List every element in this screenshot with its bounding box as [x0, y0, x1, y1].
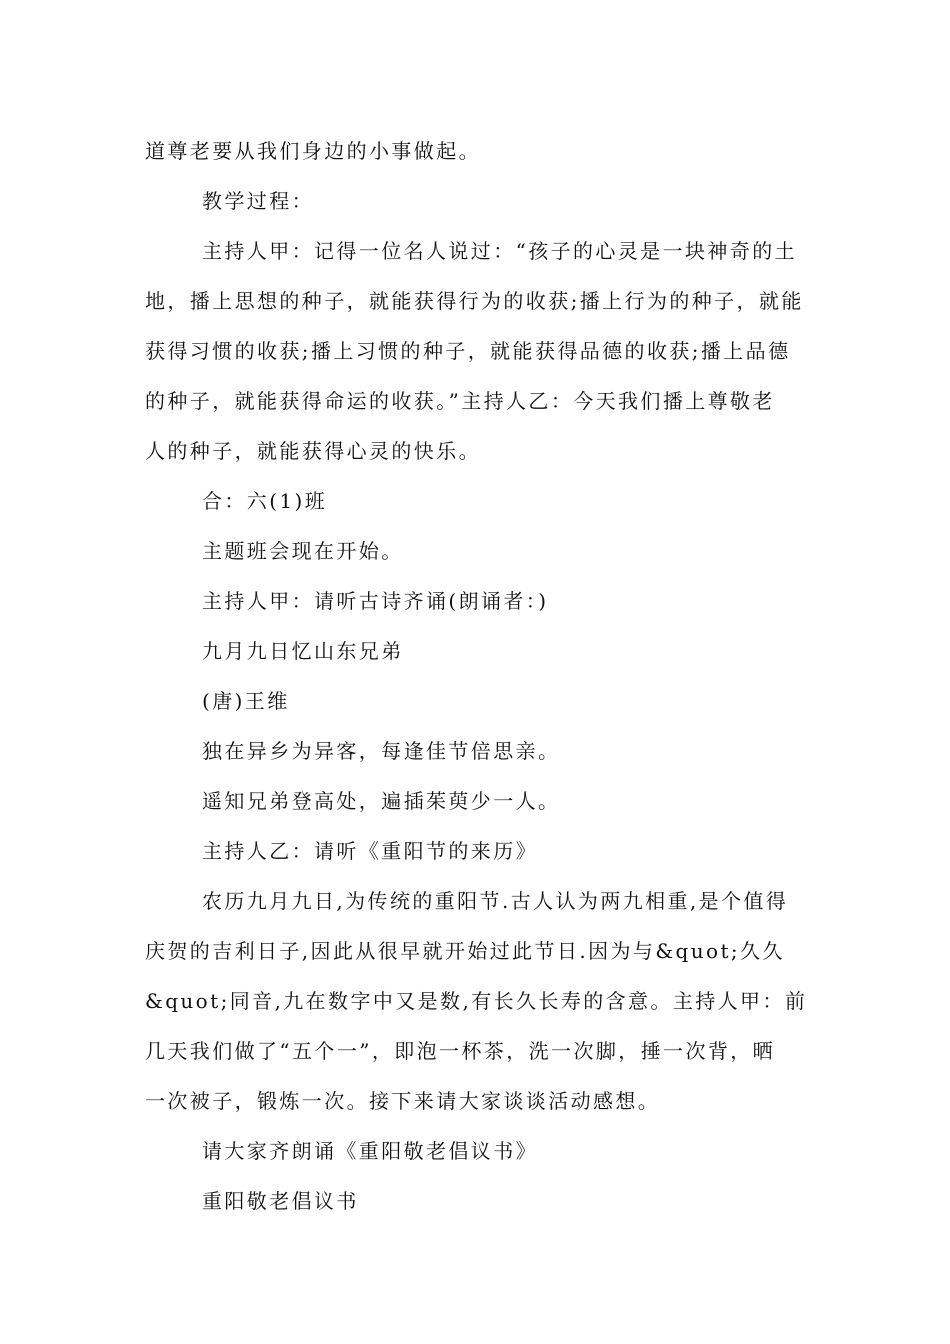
paragraph-line: &quot;同音,九在数字中又是数,有长久长寿的含意。主持人甲：前 [145, 989, 808, 1013]
paragraph-line: 地，播上思想的种子，就能获得行为的收获;播上行为的种子，就能 [145, 289, 804, 313]
paragraph-line: 主持人乙：请听《重阳节的来历》 [202, 839, 538, 863]
paragraph-line: 农历九月九日,为传统的重阳节.古人认为两九相重,是个值得 [202, 889, 789, 913]
paragraph-line: 获得习惯的收获;播上习惯的种子，就能获得品德的收获;播上品德 [145, 339, 791, 363]
paragraph-line: 主持人甲：请听古诗齐诵(朗诵者：) [202, 589, 549, 613]
section-heading: 重阳敬老倡议书 [202, 1189, 359, 1213]
poem-title: 九月九日忆山东兄弟 [202, 639, 404, 663]
paragraph-line: 主题班会现在开始。 [202, 539, 404, 563]
section-heading: 教学过程： [202, 189, 314, 213]
paragraph-line: 请大家齐朗诵《重阳敬老倡议书》 [202, 1139, 538, 1163]
paragraph-line: 人的种子，就能获得心灵的快乐。 [145, 439, 481, 463]
paragraph-line: 合：六(1)班 [202, 489, 328, 513]
poem-line: 遥知兄弟登高处，遍插茱萸少一人。 [202, 789, 561, 813]
paragraph-line: 一次被子，锻炼一次。接下来请大家谈谈活动感想。 [145, 1089, 661, 1113]
paragraph-line: 道尊老要从我们身边的小事做起。 [145, 139, 481, 163]
poem-author: (唐)王维 [202, 689, 290, 713]
paragraph-line: 庆贺的吉利日子,因此从很早就开始过此节日.因为与&quot;久久 [145, 939, 785, 963]
paragraph-line: 主持人甲：记得一位名人说过：“孩子的心灵是一块神奇的土 [202, 239, 798, 263]
paragraph-line: 几天我们做了“五个一”，即泡一杯茶，洗一次脚，捶一次背，晒 [145, 1039, 776, 1063]
poem-line: 独在异乡为异客，每逢佳节倍思亲。 [202, 739, 561, 763]
paragraph-line: 的种子，就能获得命运的收获。”主持人乙：今天我们播上尊敬老 [145, 389, 775, 413]
